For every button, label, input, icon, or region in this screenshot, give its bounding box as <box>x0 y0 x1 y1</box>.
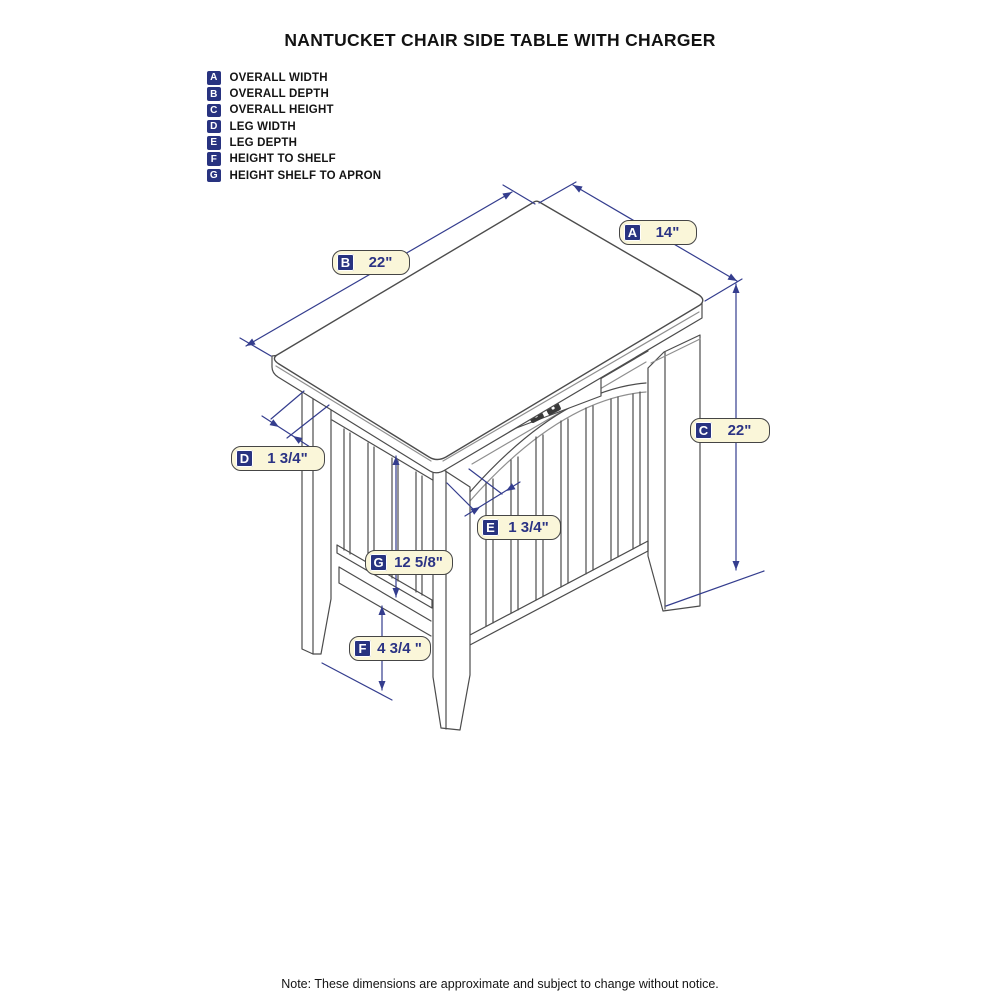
dimension-badge-g: G <box>370 554 387 571</box>
lower-shelf <box>339 567 431 636</box>
legend-badge-a: A <box>207 71 221 85</box>
legend-label: LEG DEPTH <box>229 136 298 149</box>
dimension-label-c <box>690 418 770 443</box>
dimension-label-e <box>477 515 561 540</box>
legend-badge-e: E <box>207 136 221 150</box>
legend-label: HEIGHT TO SHELF <box>229 153 336 166</box>
dimension-value-f: 4 3/4 " <box>377 640 422 657</box>
dimension-badge-c: C <box>695 422 712 439</box>
dimension-label-d <box>231 446 325 471</box>
dimension-value-c: 22" <box>727 422 752 439</box>
dimension-badge-a: A <box>624 224 641 241</box>
dimension-label-b <box>332 250 410 275</box>
legend-label: OVERALL HEIGHT <box>229 104 334 117</box>
right-leg <box>648 335 700 611</box>
legend-badge-g: G <box>207 169 221 183</box>
front-leg <box>433 463 470 730</box>
dimension-value-g: 12 5/8" <box>394 554 443 571</box>
legend-badge-d: D <box>207 120 221 134</box>
dimension-badge-d: D <box>236 450 253 467</box>
front-lower-rail <box>468 541 648 646</box>
left-leg <box>302 384 331 654</box>
dimension-label-f <box>349 636 431 661</box>
dimension-badge-f: F <box>354 640 371 657</box>
disclaimer-note: Note: These dimensions are approximate and subject to change without notice. <box>281 977 719 991</box>
legend-label: OVERALL DEPTH <box>229 88 330 101</box>
dimension-label-g <box>365 550 453 575</box>
legend-label: HEIGHT SHELF TO APRON <box>229 169 382 182</box>
legend-label: LEG WIDTH <box>229 120 296 133</box>
legend-badge-b: B <box>207 87 221 101</box>
dimension-value-e: 1 3/4" <box>508 519 549 536</box>
legend-label: OVERALL WIDTH <box>229 71 328 84</box>
dimension-value-a: 14" <box>655 224 680 241</box>
dimension-value-d: 1 3/4" <box>267 450 308 467</box>
dimension-badge-e: E <box>482 519 499 536</box>
legend-badge-f: F <box>207 152 221 166</box>
dimension-label-a <box>619 220 697 245</box>
legend-badge-c: C <box>207 104 221 118</box>
dimension-value-b: 22" <box>368 254 393 271</box>
dimension-badge-b: B <box>337 254 354 271</box>
page-title: NANTUCKET CHAIR SIDE TABLE WITH CHARGER <box>284 30 716 50</box>
